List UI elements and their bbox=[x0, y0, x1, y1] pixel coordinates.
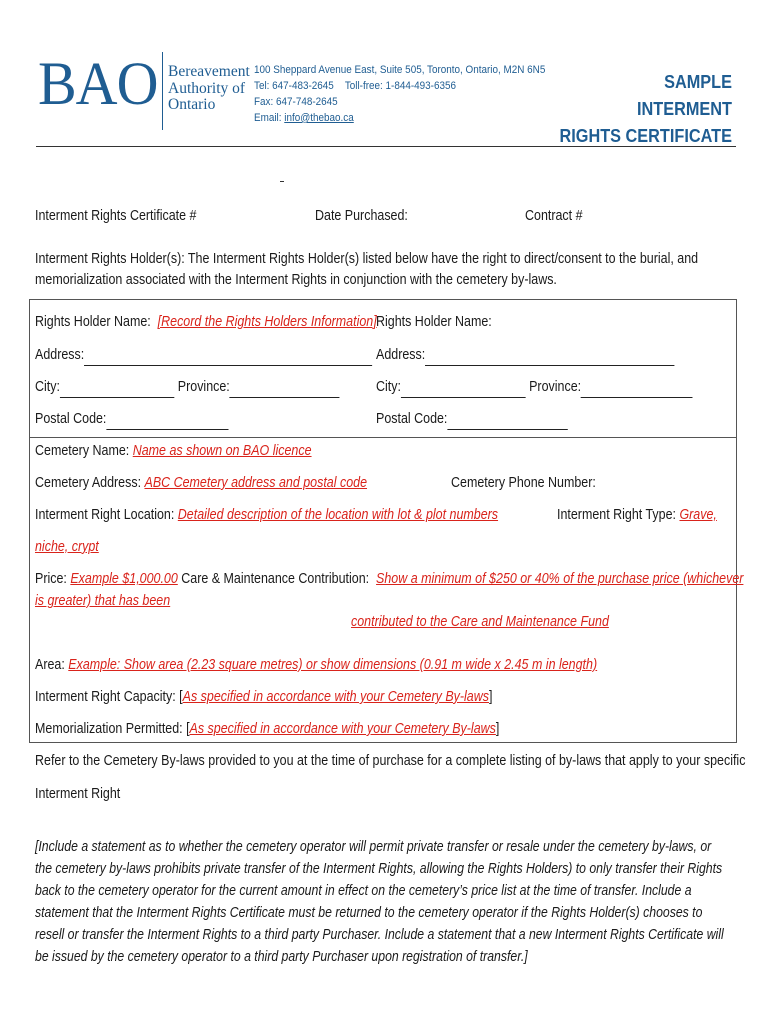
field-label: Province: bbox=[529, 379, 582, 395]
interment-location bbox=[35, 505, 498, 526]
postal-code-2[interactable] bbox=[376, 409, 568, 430]
org-name-line: Authority of bbox=[168, 79, 246, 97]
date-purchased-label: Date Purchased: bbox=[315, 208, 408, 224]
field-label: Postal Code: bbox=[376, 411, 448, 427]
contract-number-label: Contract # bbox=[525, 208, 583, 224]
field-hint: As specified in accordance with your Cemetery By-laws bbox=[182, 689, 489, 705]
cemetery-phone-label: Cemetery Phone Number: bbox=[451, 475, 596, 491]
bylaws-line: Interment Right bbox=[35, 786, 121, 802]
field-label: City: bbox=[35, 379, 60, 395]
field-hint: niche, crypt bbox=[35, 539, 99, 555]
title-line: INTERMENT bbox=[637, 98, 732, 119]
fax: Fax: 647-748-2645 bbox=[254, 96, 338, 108]
email-link[interactable]: info@thebao.ca bbox=[284, 112, 354, 124]
intro-line: Interment Rights Holder(s): The Interment Rights Holder(s) listed below have the right to direct/consent to the burial, and bbox=[35, 251, 699, 267]
blank-line[interactable] bbox=[401, 383, 526, 398]
field-label: Care & Maintenance Contribution: bbox=[177, 571, 373, 587]
field-hint: Show a minimum of $250 or 40% of the purchase price (whichever bbox=[376, 571, 744, 587]
blank-line[interactable] bbox=[60, 383, 174, 398]
field-hint: [Record the Rights Holders Information] bbox=[157, 314, 377, 330]
tel: Tel: 647-483-2645 bbox=[254, 80, 334, 92]
field-label: City: bbox=[376, 379, 401, 395]
interment-type bbox=[557, 505, 717, 526]
area-line bbox=[35, 655, 597, 676]
header-rule bbox=[36, 146, 736, 147]
rights-holder-name-1 bbox=[35, 312, 377, 333]
field-hint: Example $1,000.00 bbox=[70, 571, 178, 587]
city-province-2[interactable] bbox=[376, 377, 693, 398]
bylaws-line: Refer to the Cemetery By-laws provided to you at the time of purchase for a complete listing of by-laws that apply to your specific bbox=[35, 753, 746, 769]
price-line bbox=[35, 569, 743, 590]
field-hint: Example: Show area (2.23 square metres) or show dimensions (0.91 m wide x 2.45 m in length) bbox=[68, 657, 598, 673]
interment-type-cont bbox=[35, 537, 99, 558]
cemetery-address bbox=[35, 473, 367, 494]
field-hint: is greater) that has been bbox=[35, 593, 171, 609]
field-label: Cemetery Address: bbox=[35, 475, 145, 491]
bao-logo: BAO bbox=[38, 49, 158, 118]
field-label: Address: bbox=[35, 347, 85, 363]
blank-line[interactable] bbox=[425, 351, 674, 366]
blank-line[interactable] bbox=[106, 415, 228, 430]
field-label: Postal Code: bbox=[35, 411, 107, 427]
bracket: ] bbox=[495, 721, 500, 737]
certificate-number-label: Interment Rights Certificate # bbox=[35, 208, 197, 224]
care-hint-cont bbox=[35, 591, 170, 612]
org-address: 100 Sheppard Avenue East, Suite 505, Toronto, Ontario, M2N 6N5 bbox=[254, 64, 546, 76]
field-label: Price: bbox=[35, 571, 71, 587]
address-field-2[interactable] bbox=[376, 345, 675, 366]
field-label: Cemetery Name: bbox=[35, 443, 133, 459]
transfer-statement: [Include a statement as to whether the cemetery operator will permit private transfer or resale under the cemetery by-laws, or the cemetery by-laws prohibits private transfer of the Interment Rights, allowing the Rights Holders) to only transfer their Rights back to the cemetery operator for the current amount in effect on the cemetery’s price list at the time of transfer. Include a statement that the Interment Rights Certificate must be returned to the cemetery operator if the Rights Holder(s) chooses to resell or transfer the Interment Rights to a third party Purchaser. Include a statement that a new Interment Rights Certificate will be issued by the cemetery operator to a third party Purchaser upon registration of transfer.] bbox=[35, 839, 724, 965]
logo-divider bbox=[162, 52, 163, 130]
phone-line bbox=[254, 78, 545, 94]
rights-holder-name-2: Rights Holder Name: bbox=[376, 314, 492, 330]
field-hint: As specified in accordance with your Cemetery By-laws bbox=[189, 721, 496, 737]
org-name-line: Ontario bbox=[168, 96, 216, 113]
field-hint: contributed to the Care and Maintenance Fund bbox=[351, 614, 609, 630]
bracket: ] bbox=[488, 689, 493, 705]
title-line: RIGHTS CERTIFICATE bbox=[559, 125, 732, 146]
field-label: Rights Holder Name: bbox=[35, 314, 151, 330]
blank-line[interactable] bbox=[230, 383, 340, 398]
document-title bbox=[560, 68, 732, 149]
email-line bbox=[254, 110, 545, 126]
blank-line[interactable] bbox=[581, 383, 693, 398]
field-label: Interment Right Type: bbox=[557, 507, 680, 523]
field-hint: Detailed description of the location with lot & plot numbers bbox=[177, 507, 499, 523]
org-name-line: Bereavement bbox=[168, 63, 250, 80]
org-name bbox=[168, 64, 250, 114]
field-label: Area: bbox=[35, 657, 69, 673]
field-hint: ABC Cemetery address and postal code bbox=[144, 475, 368, 491]
dash-mark bbox=[280, 181, 284, 182]
blank-line[interactable] bbox=[84, 351, 372, 366]
field-label: Memorialization Permitted: [ bbox=[35, 721, 190, 737]
title-line: SAMPLE bbox=[664, 71, 732, 92]
field-hint: Grave, bbox=[679, 507, 717, 523]
field-label: Interment Right Location: bbox=[35, 507, 178, 523]
field-hint: Name as shown on BAO licence bbox=[132, 443, 312, 459]
field-label: Interment Right Capacity: [ bbox=[35, 689, 183, 705]
city-province-1[interactable] bbox=[35, 377, 340, 398]
tollfree: Toll-free: 1-844-493-6356 bbox=[344, 80, 457, 92]
intro-line: memorialization associated with the Interment Rights in conjunction with the cemetery by-laws. bbox=[35, 272, 557, 288]
blank-line[interactable] bbox=[447, 415, 567, 430]
email-label: Email: bbox=[254, 112, 285, 124]
field-label: Province: bbox=[177, 379, 230, 395]
address-field-1[interactable] bbox=[35, 345, 372, 366]
contact-block bbox=[254, 62, 545, 126]
memorialization-line bbox=[35, 719, 499, 740]
postal-code-1[interactable] bbox=[35, 409, 229, 430]
care-hint-cont-2 bbox=[351, 612, 609, 633]
field-label: Address: bbox=[376, 347, 426, 363]
capacity-line bbox=[35, 687, 492, 708]
cemetery-name bbox=[35, 441, 312, 462]
